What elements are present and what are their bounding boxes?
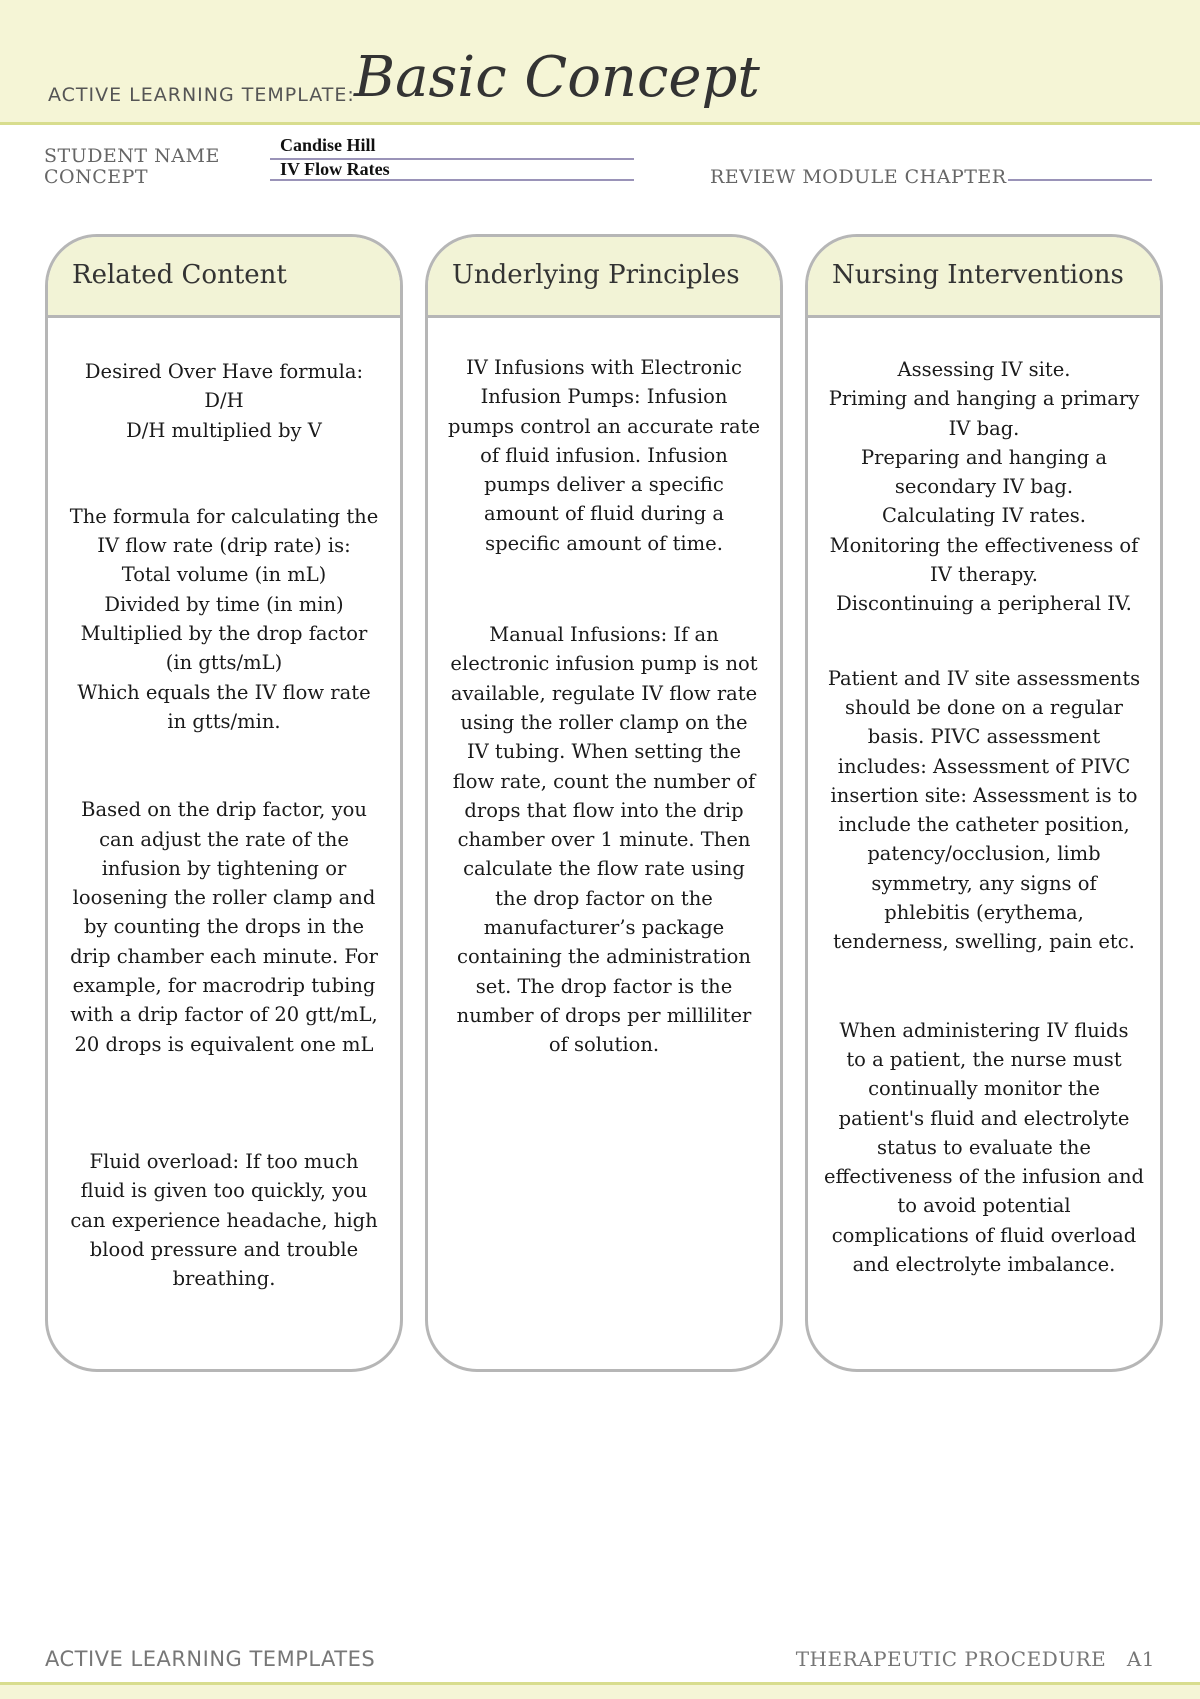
text-line: D/H multiplied by V xyxy=(126,418,322,442)
text-line: to avoid potential xyxy=(897,1194,1071,1218)
text-line: Divided by time (in min) xyxy=(104,592,344,616)
principles-p1 xyxy=(434,353,774,558)
text-line: Patient and IV site assessments xyxy=(827,666,1141,690)
text-line: IV bag. xyxy=(948,416,1020,440)
text-line: flow rate, count the number of xyxy=(452,769,756,793)
text-line: available, regulate IV flow rate xyxy=(450,681,758,705)
text-line: set. The drop factor is the xyxy=(475,974,733,998)
nursing-interventions-card xyxy=(805,234,1163,1372)
text-line: can adjust the rate of the xyxy=(99,827,349,851)
text-line: infusion by tightening or xyxy=(101,856,347,880)
text-line: electronic infusion pump is not xyxy=(450,652,758,676)
text-line: containing the administration xyxy=(457,945,751,969)
concept-label: CONCEPT xyxy=(44,166,149,188)
nursing-interventions-body xyxy=(808,355,1160,1279)
text-line: Monitoring the effectiveness of xyxy=(829,533,1139,557)
text-line: Manual Infusions: If an xyxy=(489,623,719,647)
text-line: specific amount of time. xyxy=(485,531,723,555)
text-line: by counting the drops in the xyxy=(83,915,365,939)
review-module-rule xyxy=(1008,179,1152,181)
related-p3 xyxy=(54,795,394,1059)
text-line: Total volume (in mL) xyxy=(121,563,327,587)
related-p4 xyxy=(54,1147,394,1293)
principles-p2 xyxy=(434,620,774,1059)
text-line: IV therapy. xyxy=(930,563,1038,587)
text-line: Priming and hanging a primary xyxy=(828,387,1140,411)
nursing-interventions-heading: Nursing Interventions xyxy=(808,237,1160,318)
underlying-principles-heading: Underlying Principles xyxy=(428,237,780,318)
text-line: secondary IV bag. xyxy=(894,475,1074,499)
text-line: tenderness, swelling, pain etc. xyxy=(833,930,1135,954)
text-line: includes: Assessment of PIVC xyxy=(837,754,1131,778)
text-line: symmetry, any signs of xyxy=(871,871,1097,895)
concept-rule xyxy=(270,179,634,181)
footer-right: THERAPEUTIC PROCEDURE A1 xyxy=(795,1647,1155,1671)
text-line: Preparing and hanging a xyxy=(860,445,1108,469)
text-line: Desired Over Have formula: xyxy=(84,360,364,383)
text-line: and electrolyte imbalance. xyxy=(852,1253,1116,1277)
text-line: blood pressure and trouble xyxy=(89,1237,359,1261)
text-line: 20 drops is equivalent one mL xyxy=(74,1032,374,1056)
text-line: example, for macrodrip tubing xyxy=(72,974,376,998)
underlying-principles-body xyxy=(428,353,780,1060)
text-line: calculate the flow rate using xyxy=(463,857,745,881)
text-line: of fluid infusion. Infusion xyxy=(480,443,728,467)
interventions-p2 xyxy=(814,664,1154,957)
text-line: basis. PIVC assessment xyxy=(867,725,1101,749)
text-line: complications of fluid overload xyxy=(831,1223,1137,1247)
text-line: of solution. xyxy=(548,1033,660,1057)
review-module-label: REVIEW MODULE CHAPTER xyxy=(710,166,1007,188)
text-line: drops that flow into the drip xyxy=(464,798,744,822)
text-line: Assessing IV site. xyxy=(897,358,1071,381)
text-line: insertion site: Assessment is to xyxy=(830,783,1138,807)
text-line: continually monitor the xyxy=(868,1077,1100,1101)
interventions-p3 xyxy=(814,1016,1154,1280)
related-content-heading: Related Content xyxy=(48,237,400,318)
text-line: status to evaluate the xyxy=(877,1135,1091,1159)
text-line: the drop factor on the xyxy=(495,886,713,910)
text-line: phlebitis (erythema, xyxy=(884,901,1084,925)
text-line: chamber over 1 minute. Then xyxy=(457,828,751,852)
text-line: using the roller clamp on the xyxy=(460,710,748,734)
template-title: Basic Concept xyxy=(354,45,760,110)
text-line: IV tubing. When setting the xyxy=(466,740,742,764)
text-line: manufacturer’s package xyxy=(483,916,725,940)
text-line: IV flow rate (drip rate) is: xyxy=(97,534,351,558)
text-line: loosening the roller clamp and xyxy=(72,886,376,910)
text-line: amount of fluid during a xyxy=(483,502,725,526)
underlying-principles-card xyxy=(425,234,783,1372)
text-line: drip chamber each minute. For xyxy=(70,944,378,968)
text-line: Infusion Pumps: Infusion xyxy=(480,385,728,409)
text-line: Multiplied by the drop factor xyxy=(80,622,368,646)
text-line: When administering IV fluids xyxy=(839,1018,1129,1042)
text-line: patency/occlusion, limb xyxy=(867,842,1101,866)
text-line: Discontinuing a peripheral IV. xyxy=(836,592,1132,616)
footer-bar xyxy=(0,1682,1200,1699)
template-label: ACTIVE LEARNING TEMPLATE: xyxy=(48,84,355,106)
interventions-p1 xyxy=(814,355,1154,619)
text-line: to a patient, the nurse must xyxy=(846,1047,1122,1071)
text-line: The formula for calculating the xyxy=(69,504,379,528)
related-p1 xyxy=(54,357,394,445)
student-name-label: STUDENT NAME xyxy=(44,145,220,167)
text-line: number of drops per milliliter xyxy=(456,1003,752,1027)
text-line: Based on the drip factor, you xyxy=(81,798,367,822)
related-content-body xyxy=(48,357,400,1293)
text-line: Fluid overload: If too much xyxy=(89,1149,359,1173)
text-line: patient's fluid and electrolyte xyxy=(838,1106,1130,1130)
text-line: pumps deliver a specific xyxy=(484,473,724,497)
text-line: in gtts/min. xyxy=(167,709,281,733)
text-line: can experience headache, high xyxy=(70,1208,378,1232)
text-line: breathing. xyxy=(172,1267,276,1291)
text-line: pumps control an accurate rate xyxy=(447,414,761,438)
text-line: (in gtts/mL) xyxy=(165,651,283,675)
text-line: Calculating IV rates. xyxy=(882,504,1086,528)
footer-left: ACTIVE LEARNING TEMPLATES xyxy=(45,1647,376,1671)
concept-value: IV Flow Rates xyxy=(280,159,390,179)
header-banner xyxy=(0,0,1200,125)
text-line: D/H xyxy=(204,389,244,413)
text-line: include the catheter position, xyxy=(838,813,1130,837)
text-line: effectiveness of the infusion and xyxy=(823,1165,1145,1189)
text-line: fluid is given too quickly, you xyxy=(80,1179,368,1203)
text-line: IV Infusions with Electronic xyxy=(466,356,742,379)
related-p2 xyxy=(54,502,394,736)
related-content-card xyxy=(45,234,403,1372)
text-line: Which equals the IV flow rate xyxy=(77,680,371,704)
text-line: with a drip factor of 20 gtt/mL, xyxy=(70,1003,378,1027)
student-name-value: Candise Hill xyxy=(280,135,376,155)
text-line: should be done on a regular xyxy=(845,695,1123,719)
